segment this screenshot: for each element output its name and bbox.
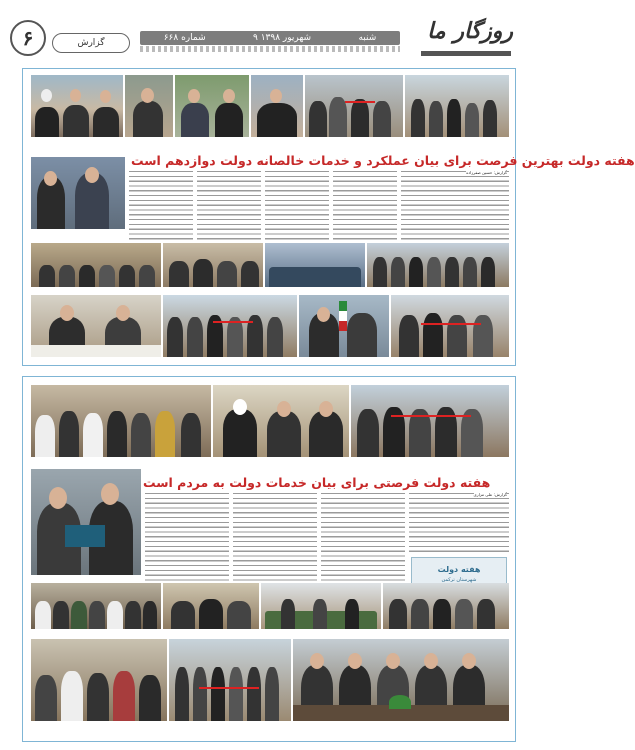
photo (31, 243, 161, 287)
photo (31, 639, 167, 721)
report-1-headline: هفته دولت بهترین فرصت برای بیان عملکرد و خدمات خالصانه دولت دوازدهم است (131, 153, 635, 168)
photo (261, 583, 381, 629)
photo (31, 75, 123, 137)
report-2-headline: هفته دولت فرصتی برای بیان خدمات دولت به مردم است (143, 475, 491, 490)
photo (367, 243, 509, 287)
report-2-byline: گزارش: علی مزاری (473, 492, 507, 497)
report-box-2 (22, 376, 516, 742)
photo (405, 75, 509, 137)
photo (213, 385, 349, 457)
date-bar-pattern (140, 46, 400, 52)
article-column (401, 171, 509, 241)
photo (163, 583, 259, 629)
article-column (333, 171, 397, 241)
logo-underline (421, 51, 511, 56)
photo (305, 75, 403, 137)
page-header (0, 0, 525, 62)
photo (351, 385, 509, 457)
photo-captions (31, 288, 509, 294)
photo (31, 583, 161, 629)
article-column (409, 493, 509, 553)
photo (31, 469, 141, 575)
photo (299, 295, 389, 357)
photo (265, 243, 365, 287)
report-box-1 (22, 68, 635, 366)
date-bar (140, 31, 400, 45)
issue-date: ۹ شهریور ۱۳۹۸ (253, 33, 312, 43)
photo (31, 157, 125, 229)
photo (163, 243, 263, 287)
article-column (197, 171, 261, 241)
photo (383, 583, 509, 629)
section-label: گزارش (52, 33, 130, 53)
article-column (321, 493, 405, 581)
photo-captions (31, 459, 509, 465)
photo (163, 295, 297, 357)
photo-captions (31, 358, 509, 364)
photo (391, 295, 509, 357)
issue-weekday: شنبه (358, 33, 377, 43)
photo (293, 639, 509, 721)
photo (175, 75, 249, 137)
promo-subtitle: شهرستان ترکمن (441, 577, 477, 583)
photo (125, 75, 173, 137)
photo-captions (31, 630, 509, 636)
photo-captions (31, 724, 509, 730)
promo-title: هفته دولت (437, 565, 481, 574)
photo-captions (31, 139, 509, 145)
article-column (265, 171, 329, 241)
article-column (129, 171, 193, 241)
page-number: ۶ (10, 20, 46, 56)
article-column (233, 493, 317, 581)
newspaper-logo: روزگار ما (427, 18, 513, 44)
photo (31, 385, 211, 457)
issue-number: شماره ۶۶۸ (163, 33, 206, 43)
article-column (145, 493, 229, 581)
report-1-byline: گزارش: حسین صفرزاده (466, 170, 507, 175)
photo (31, 295, 161, 357)
photo (251, 75, 303, 137)
photo (169, 639, 291, 721)
